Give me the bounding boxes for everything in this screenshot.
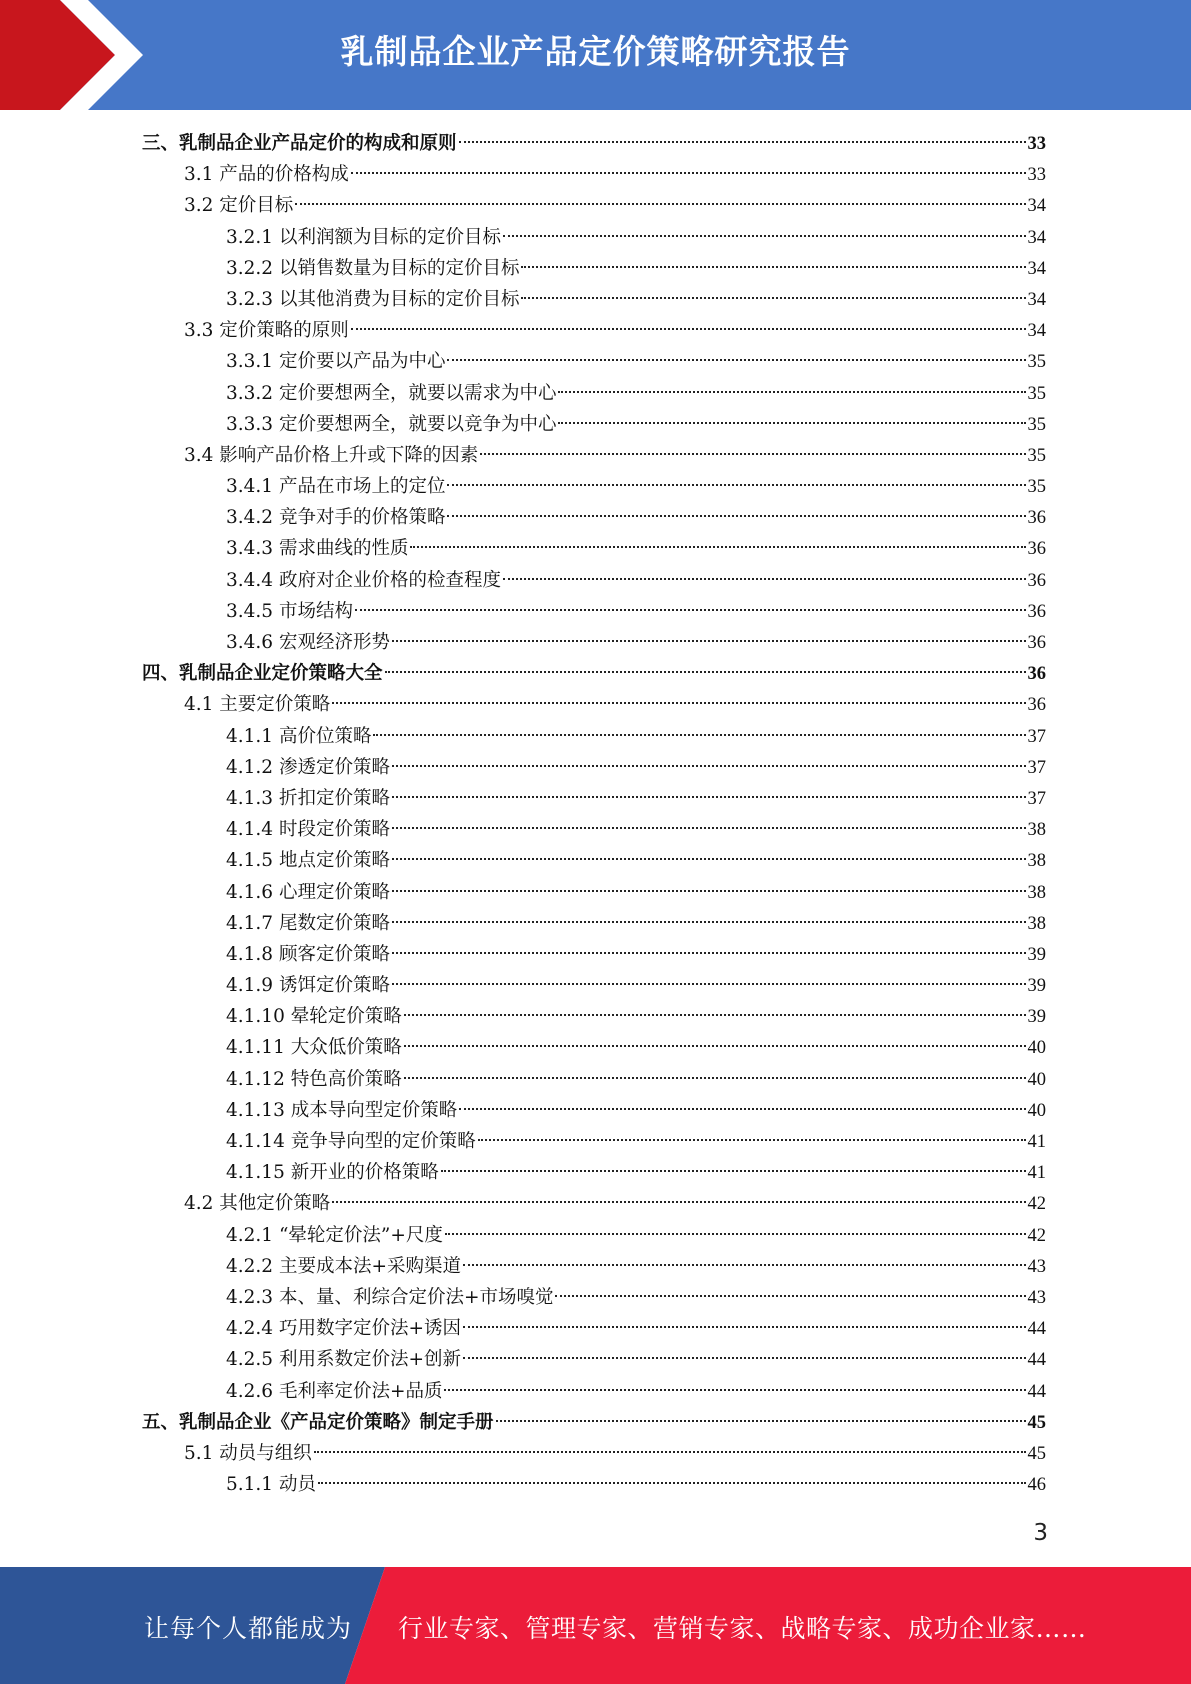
- toc-entry-title: 3.4 影响产品价格上升或下降的因素: [184, 444, 479, 466]
- toc-entry-page: 38: [1027, 913, 1046, 934]
- toc-entry[interactable]: [142, 1251, 1046, 1282]
- toc-dot-leader: [351, 328, 1026, 330]
- toc-dot-leader: [447, 484, 1025, 486]
- toc-dot-leader: [463, 1326, 1026, 1328]
- toc-entry-page: 40: [1027, 1100, 1046, 1121]
- toc-entry[interactable]: [142, 939, 1046, 970]
- toc-entry-page: 36: [1027, 633, 1046, 653]
- toc-entry[interactable]: [142, 1313, 1046, 1344]
- toc-entry-page: 45: [1027, 1443, 1046, 1464]
- page-header: [0, 0, 1191, 110]
- toc-entry-title: 3.1 产品的价格构成: [184, 164, 349, 186]
- toc-entry-title: 3.2.1 以利润额为目标的定价目标: [226, 226, 501, 248]
- toc-entry[interactable]: [142, 1438, 1046, 1469]
- toc-dot-leader: [463, 1264, 1026, 1266]
- toc-entry-page: 46: [1027, 1475, 1046, 1496]
- toc-entry-page: 34: [1027, 321, 1046, 342]
- toc-entry-page: 37: [1027, 757, 1046, 778]
- toc-entry-title: 三、乳制品企业产品定价的构成和原则: [142, 133, 457, 154]
- toc-entry-title: 3.2.3 以其他消费为目标的定价目标: [226, 288, 520, 310]
- toc-entry[interactable]: [142, 315, 1046, 346]
- toc-entry-title: 4.2.4 巧用数字定价法+诱因: [226, 1318, 461, 1340]
- toc-dot-leader: [392, 827, 1026, 829]
- toc-entry-title: 4.1.7 尾数定价策略: [226, 912, 390, 934]
- toc-entry[interactable]: [142, 1032, 1046, 1063]
- toc-entry[interactable]: [142, 1220, 1046, 1251]
- toc-dot-leader: [392, 796, 1026, 798]
- toc-dot-leader: [480, 453, 1025, 455]
- toc-entry-title: 4.1.15 新开业的价格策略: [226, 1162, 439, 1184]
- toc-entry-page: 34: [1027, 258, 1046, 279]
- toc-dot-leader: [392, 921, 1026, 923]
- toc-entry-page: 33: [1027, 165, 1046, 186]
- toc-entry-title: 4.1.1 高价位策略: [226, 725, 372, 747]
- toc-entry-title: 3.4.1 产品在市场上的定位: [226, 476, 446, 498]
- toc-entry[interactable]: [142, 596, 1046, 627]
- toc-dot-leader: [355, 609, 1026, 611]
- toc-entry[interactable]: [142, 471, 1046, 502]
- toc-entry[interactable]: [142, 1469, 1046, 1500]
- toc-entry-title: 4.1.6 心理定价策略: [226, 881, 390, 903]
- toc-entry-title: 4.1.3 折扣定价策略: [226, 787, 390, 809]
- toc-entry-page: 37: [1027, 726, 1046, 747]
- toc-dot-leader: [503, 235, 1026, 237]
- toc-entry-page: 41: [1027, 1132, 1046, 1152]
- toc-dot-leader: [447, 515, 1025, 517]
- toc-entry[interactable]: [142, 627, 1046, 658]
- table-of-contents: [142, 128, 1046, 1500]
- toc-entry-page: 44: [1027, 1350, 1046, 1371]
- toc-entry-page: 43: [1027, 1256, 1046, 1277]
- toc-dot-leader: [459, 1108, 1025, 1110]
- toc-entry[interactable]: [142, 1282, 1046, 1313]
- toc-entry-page: 36: [1027, 539, 1046, 560]
- toc-entry-title: 4.2.2 主要成本法+采购渠道: [226, 1255, 461, 1277]
- toc-entry-title: 3.3.3 定价要想两全，就要以竞争为中心: [226, 413, 557, 435]
- toc-dot-leader: [441, 1170, 1026, 1172]
- toc-dot-leader: [503, 578, 1026, 580]
- toc-dot-leader: [555, 1295, 1025, 1297]
- toc-entry-title: 4.2.6 毛利率定价法+品质: [226, 1380, 443, 1402]
- toc-entry-title: 4.1.12 特色高价策略: [226, 1068, 402, 1090]
- toc-dot-leader: [404, 1014, 1026, 1016]
- toc-entry[interactable]: [142, 409, 1046, 440]
- toc-entry-page: 41: [1027, 1163, 1046, 1184]
- toc-entry-page: 34: [1027, 289, 1046, 310]
- toc-entry-title: 3.3 定价策略的原则: [184, 320, 349, 342]
- toc-entry-page: 36: [1027, 570, 1046, 591]
- toc-entry[interactable]: [142, 721, 1046, 752]
- toc-entry[interactable]: [142, 253, 1046, 284]
- toc-entry[interactable]: [142, 284, 1046, 315]
- toc-entry-page: 35: [1027, 414, 1046, 435]
- toc-dot-leader: [404, 1045, 1026, 1047]
- toc-dot-leader: [385, 671, 1026, 673]
- toc-dot-leader: [521, 297, 1025, 299]
- toc-entry[interactable]: [142, 1001, 1046, 1032]
- toc-entry-page: 39: [1027, 976, 1046, 997]
- toc-dot-leader: [392, 890, 1026, 892]
- toc-dot-leader: [373, 734, 1025, 736]
- toc-dot-leader: [521, 266, 1025, 268]
- toc-entry-title: 4.1.8 顾客定价策略: [226, 943, 390, 965]
- toc-entry-title: 4.2.1 “晕轮定价法”+尺度: [226, 1224, 443, 1246]
- toc-entry[interactable]: [142, 159, 1046, 190]
- toc-dot-leader: [463, 1357, 1026, 1359]
- toc-entry[interactable]: [142, 1064, 1046, 1095]
- toc-entry-title: 4.1.9 诱饵定价策略: [226, 975, 390, 997]
- toc-entry[interactable]: [142, 1376, 1046, 1407]
- toc-entry-page: 43: [1027, 1287, 1046, 1308]
- toc-entry-page: 38: [1027, 851, 1046, 872]
- toc-entry[interactable]: [142, 814, 1046, 845]
- toc-dot-leader: [478, 1139, 1026, 1141]
- toc-dot-leader: [558, 391, 1025, 393]
- toc-entry[interactable]: [142, 1344, 1046, 1375]
- toc-entry-title: 3.2 定价目标: [184, 195, 294, 217]
- page-footer: [0, 1567, 1191, 1684]
- toc-entry[interactable]: [142, 533, 1046, 564]
- toc-entry-title: 3.4.2 竞争对手的价格策略: [226, 507, 446, 529]
- toc-entry-title: 4.1.11 大众低价策略: [226, 1037, 402, 1059]
- toc-dot-leader: [444, 1389, 1025, 1391]
- toc-entry[interactable]: [142, 877, 1046, 908]
- toc-entry-page: 45: [1027, 1412, 1046, 1433]
- report-title: 乳制品企业产品定价策略研究报告: [340, 32, 851, 71]
- toc-dot-leader: [332, 1201, 1025, 1203]
- toc-entry-page: 34: [1027, 227, 1046, 248]
- toc-entry[interactable]: [142, 908, 1046, 939]
- toc-entry-title: 4.2.3 本、量、利综合定价法+市场嗅觉: [226, 1286, 554, 1308]
- toc-entry[interactable]: [142, 222, 1046, 253]
- toc-entry[interactable]: [142, 1407, 1046, 1438]
- toc-dot-leader: [351, 172, 1026, 174]
- toc-entry[interactable]: [142, 783, 1046, 814]
- page-number: 3: [1033, 1520, 1048, 1546]
- toc-entry-page: 36: [1027, 508, 1046, 529]
- toc-entry-title: 3.4.4 政府对企业价格的检查程度: [226, 569, 501, 591]
- toc-dot-leader: [392, 983, 1026, 985]
- toc-entry-page: 42: [1027, 1225, 1046, 1246]
- toc-entry-title: 3.3.2 定价要想两全，就要以需求为中心: [226, 382, 557, 404]
- toc-entry[interactable]: [142, 689, 1046, 720]
- toc-entry-page: 35: [1027, 383, 1046, 404]
- toc-entry-title: 3.3.1 定价要以产品为中心: [226, 351, 446, 373]
- toc-entry-page: 38: [1027, 820, 1046, 841]
- toc-entry-title: 4.1.4 时段定价策略: [226, 819, 390, 841]
- toc-entry-title: 四、乳制品企业定价策略大全: [142, 663, 383, 685]
- toc-dot-leader: [459, 141, 1026, 143]
- toc-entry[interactable]: [142, 1126, 1046, 1157]
- toc-dot-leader: [314, 1451, 1026, 1453]
- toc-entry[interactable]: [142, 1157, 1046, 1188]
- toc-entry-title: 4.2.5 利用系数定价法+创新: [226, 1349, 461, 1371]
- toc-entry-title: 4.2 其他定价策略: [184, 1193, 331, 1215]
- toc-dot-leader: [447, 359, 1025, 361]
- toc-dot-leader: [496, 1420, 1026, 1422]
- toc-dot-leader: [392, 765, 1026, 767]
- toc-entry-title: 3.4.3 需求曲线的性质: [226, 538, 409, 560]
- toc-entry[interactable]: [142, 565, 1046, 596]
- toc-entry-page: 34: [1027, 196, 1046, 217]
- toc-entry-page: 35: [1027, 477, 1046, 498]
- toc-entry-page: 42: [1027, 1194, 1046, 1215]
- toc-entry-page: 44: [1027, 1381, 1046, 1402]
- toc-entry-title: 4.1.10 晕轮定价策略: [226, 1006, 402, 1028]
- toc-entry-page: 37: [1027, 788, 1046, 809]
- toc-entry-page: 36: [1027, 601, 1046, 622]
- toc-entry[interactable]: [142, 190, 1046, 221]
- toc-entry[interactable]: [142, 440, 1046, 471]
- toc-entry-page: 39: [1027, 944, 1046, 965]
- toc-dot-leader: [332, 702, 1025, 704]
- toc-entry-title: 5.1 动员与组织: [184, 1442, 312, 1464]
- toc-entry-title: 4.1.5 地点定价策略: [226, 850, 390, 872]
- footer-slogan-left: 让每个人都能成为: [144, 1614, 353, 1643]
- toc-entry-title: 3.4.6 宏观经济形势: [226, 632, 390, 653]
- toc-entry[interactable]: [142, 502, 1046, 533]
- toc-entry-page: 38: [1027, 882, 1046, 903]
- toc-entry[interactable]: [142, 1188, 1046, 1219]
- toc-dot-leader: [392, 640, 1026, 642]
- toc-entry-page: 36: [1027, 695, 1046, 716]
- toc-entry-title: 5.1.1 动员: [226, 1474, 316, 1496]
- toc-entry[interactable]: [142, 1095, 1046, 1126]
- toc-entry-page: 40: [1027, 1038, 1046, 1059]
- footer-slogan-right: 行业专家、管理专家、营销专家、战略专家、成功企业家……: [398, 1614, 1087, 1643]
- toc-entry-title: 4.1 主要定价策略: [184, 694, 331, 716]
- toc-entry[interactable]: [142, 658, 1046, 689]
- toc-entry-page: 40: [1027, 1069, 1046, 1090]
- toc-dot-leader: [392, 858, 1026, 860]
- toc-entry-title: 4.1.13 成本导向型定价策略: [226, 1099, 458, 1121]
- toc-entry-title: 4.1.2 渗透定价策略: [226, 756, 390, 778]
- toc-entry[interactable]: [142, 378, 1046, 409]
- toc-entry[interactable]: [142, 346, 1046, 377]
- toc-entry[interactable]: [142, 128, 1046, 159]
- toc-entry-page: 33: [1027, 134, 1046, 154]
- toc-entry[interactable]: [142, 752, 1046, 783]
- toc-entry[interactable]: [142, 845, 1046, 876]
- toc-entry-page: 35: [1027, 445, 1046, 466]
- toc-entry-page: 35: [1027, 352, 1046, 373]
- toc-dot-leader: [392, 952, 1026, 954]
- toc-entry-page: 44: [1027, 1319, 1046, 1340]
- toc-dot-leader: [558, 422, 1025, 424]
- toc-entry[interactable]: [142, 970, 1046, 1001]
- toc-entry-page: 36: [1027, 664, 1046, 685]
- toc-entry-title: 3.2.2 以销售数量为目标的定价目标: [226, 257, 520, 279]
- toc-dot-leader: [318, 1482, 1026, 1484]
- toc-entry-title: 五、乳制品企业《产品定价策略》制定手册: [142, 1411, 494, 1433]
- toc-entry-title: 3.4.5 市场结构: [226, 600, 353, 622]
- toc-entry-page: 39: [1027, 1007, 1046, 1028]
- toc-entry-title: 4.1.14 竞争导向型的定价策略: [226, 1131, 476, 1152]
- toc-dot-leader: [445, 1233, 1026, 1235]
- toc-dot-leader: [404, 1077, 1026, 1079]
- toc-dot-leader: [410, 546, 1025, 548]
- toc-dot-leader: [295, 203, 1025, 205]
